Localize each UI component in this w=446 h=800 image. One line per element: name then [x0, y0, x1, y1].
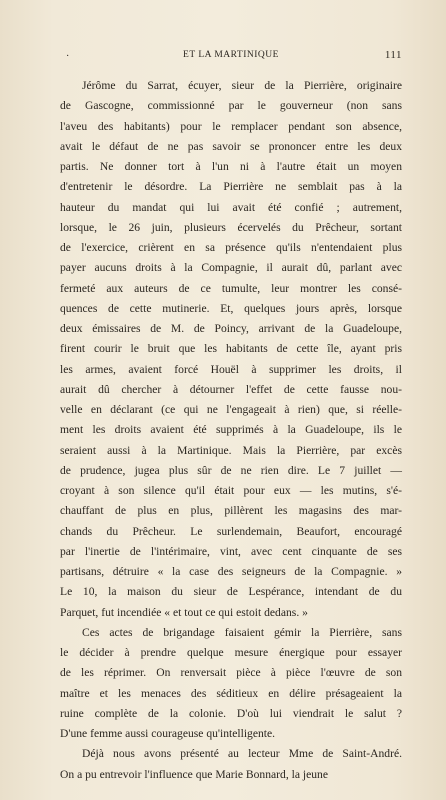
text-line: Ces actes de brigandage faisaient gémir la Pierrière, sans [82, 625, 402, 639]
text-line: chauffant de plus en plus, pillèrent les magasins des mar- [60, 504, 402, 518]
text-line: payer aucuns droits à la Compagnie, il aurait dû, parlant avec [60, 261, 402, 275]
paragraph [60, 76, 402, 623]
text-line: de Gascogne, commissionné par le gouverneur (non sans [60, 99, 402, 113]
text-line: partisans, détruire « la case des seigneurs de la Compagnie. » [60, 565, 402, 578]
text-line: fermeté aux auteurs de ce tumulte, leur montrer les consé- [60, 281, 402, 295]
text-line: par l'inertie de l'intérimaire, vint, avec cent cinquante de ses [60, 544, 402, 558]
text-line: quences de cette mutinerie. Et, quelques jours après, lorsque [60, 301, 402, 315]
body-text [60, 76, 402, 785]
text-line: de l'exercice, crièrent en sa présence qu'ils n'entendaient plus [60, 241, 402, 254]
text-line: de les réprimer. On renversait pièce à pièce l'œuvre de son [60, 666, 402, 680]
text-line: l'aveu des habitants) pour le remplacer pendant son absence, [60, 119, 402, 133]
text-line: lorsque, le 26 juin, plusieurs écervelés du Prêcheur, sortant [60, 220, 402, 234]
page-number: 111 [384, 49, 402, 61]
text-line: de prudence, jugea plus sûr de ne rien dire. Le 7 juillet — [60, 463, 402, 477]
text-line: avait le défaut de ne pas savoir se prononcer entre les deux [60, 139, 402, 153]
text-line: partis. Ne donner tort à l'un ni à l'autre était un moyen [60, 160, 402, 173]
text-line: croyant à son silence qu'il était pour eux — les mutins, s'é- [60, 484, 402, 497]
text-line: D'une femme aussi courageuse qu'intelligente. [60, 727, 276, 740]
text-line: seraient aussi à la Martinique. Mais la Pierrière, par excès [60, 443, 402, 457]
text-line: d'entretenir le désordre. La Pierrière ne semblait pas à la [60, 180, 402, 194]
text-line: ment les droits avaient été supprimés à la Guadeloupe, ils le [60, 423, 402, 437]
paragraph [60, 744, 402, 785]
text-line: maître et les menaces des séditieux en délire présageaient la [60, 686, 402, 700]
text-line: On a pu entrevoir l'influence que Marie Bonnard, la jeune [60, 767, 329, 781]
paragraph [60, 623, 402, 745]
text-line: ruine complète de la colonie. D'où lui viendrait le salut ? [60, 706, 402, 720]
text-line: Parquet, fut incendiée « et tout ce qui estoit dedans. » [60, 605, 308, 619]
text-line: Le 10, la maison du sieur de Lespérance, intendant de du [60, 585, 402, 599]
page-header [60, 50, 402, 64]
running-title: ET LA MARTINIQUE [183, 50, 279, 60]
text-line: deux émissaires de M. de Poincy, arrivant de la Guadeloupe, [60, 322, 402, 335]
text-line: les armes, avaient forcé Houël à supprimer les droits, il [60, 362, 402, 376]
text-line: aurait dû chercher à détourner l'effet de cette fausse nou- [60, 382, 402, 396]
text-line: chands du Prêcheur. Le surlendemain, Beaufort, encouragé [60, 524, 402, 538]
text-line: le décider à prendre quelque mesure énergique pour essayer [60, 646, 402, 659]
header-mark: · [66, 51, 70, 62]
text-line: Déjà nous avons présenté au lecteur Mme de Saint-André. [82, 747, 402, 761]
text-line: firent courir le bruit que les habitants de cette île, ayant pris [60, 342, 402, 356]
text-line: Jérôme du Sarrat, écuyer, sieur de la Pierrière, originaire [82, 79, 402, 92]
text-line: hauteur du mandat qui lui avait été confié ; autrement, [60, 200, 402, 214]
text-line: velle en déclarant (ce qui ne l'engageait à rien) que, si réelle- [60, 403, 402, 416]
